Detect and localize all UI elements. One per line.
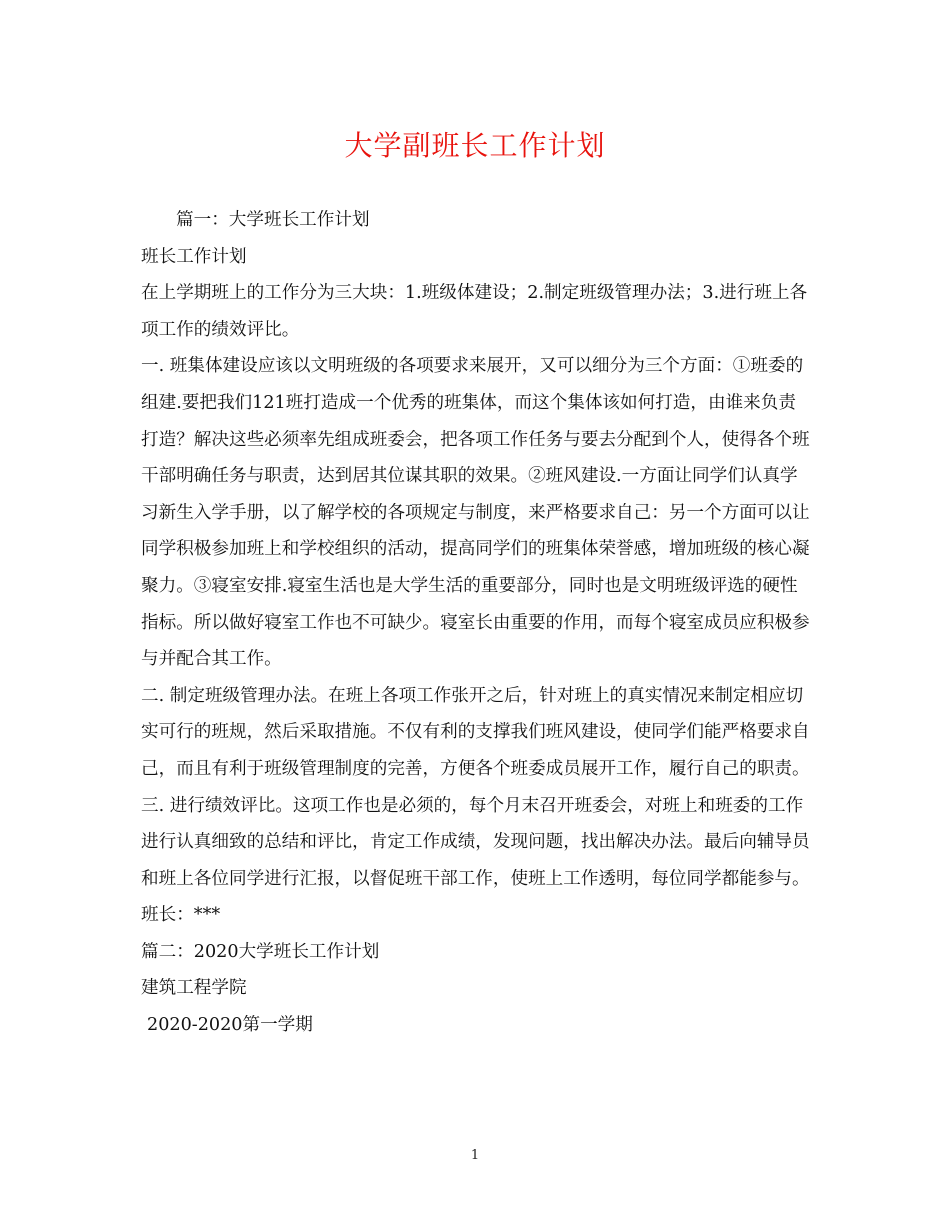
document-title: 大学副班长工作计划 (344, 129, 606, 162)
section-heading-1: 篇一：大学班长工作计划 (176, 210, 370, 230)
college-name: 建筑工程学院 (141, 978, 247, 999)
paragraph-part-one: 一. 班集体建设应该以文明班级的各项要求来展开，又可以细分为三个方面：①班委的组建.要把我们121班打造成一个优秀的班集体，而这个集体该如何打造，由谁来负责打造？解决这些必须率先组成班委会，把各项工作任务与要去分配到个人，使得各个班干部明确任务与职责，达到居其位谋其职的效果。②班风建设.一方面让同学们认真学习新生入学手册，以了解学校的各项规定与制度，来严格要求自己：另一个方面可以让同学积极参加班上和学校组织的活动，提高同学们的班集体荣誉感，增加班级的核心凝聚力。③寝室安排.寝室生活也是大学生活的重要部分，同时也是文明班级评选的硬性指标。所以做好寝室工作也不可缺少。寝室长由重要的作用，而每个寝室成员应积极参与并配合其工作。 (141, 356, 810, 670)
document-body (141, 202, 813, 1044)
section-heading-2: 篇二：2020大学班长工作计划 (141, 941, 380, 962)
semester-line: 2020-2020第一学期 (147, 1015, 313, 1036)
paragraph-part-three: 三. 进行绩效评比。这项工作也是必须的，每个月末召开班委会，对班上和班委的工作进行认真细致的总结和评比，肯定工作成绩，发现问题，找出解决办法。最后向辅导员和班上各位同学进行汇报，以督促班干部工作，使班上工作透明，每位同学都能参与。 (141, 795, 810, 889)
page-number: 1 (470, 1148, 480, 1163)
subheading: 班长工作计划 (141, 246, 247, 267)
signature-line: 班长：*** (141, 905, 221, 926)
paragraph-part-two: 二. 制定班级管理办法。在班上各项工作张开之后，针对班上的真实情况来制定相应切实可行的班规，然后采取措施。不仅有利的支撑我们班风建设，使同学们能严格要求自己，而且有利于班级管理制度的完善，方便各个班委成员展开工作，履行自己的职责。 (141, 685, 810, 779)
intro-paragraph: 在上学期班上的工作分为三大块：1.班级体建设；2.制定班级管理办法；3.进行班上各项工作的绩效评比。 (141, 283, 808, 340)
